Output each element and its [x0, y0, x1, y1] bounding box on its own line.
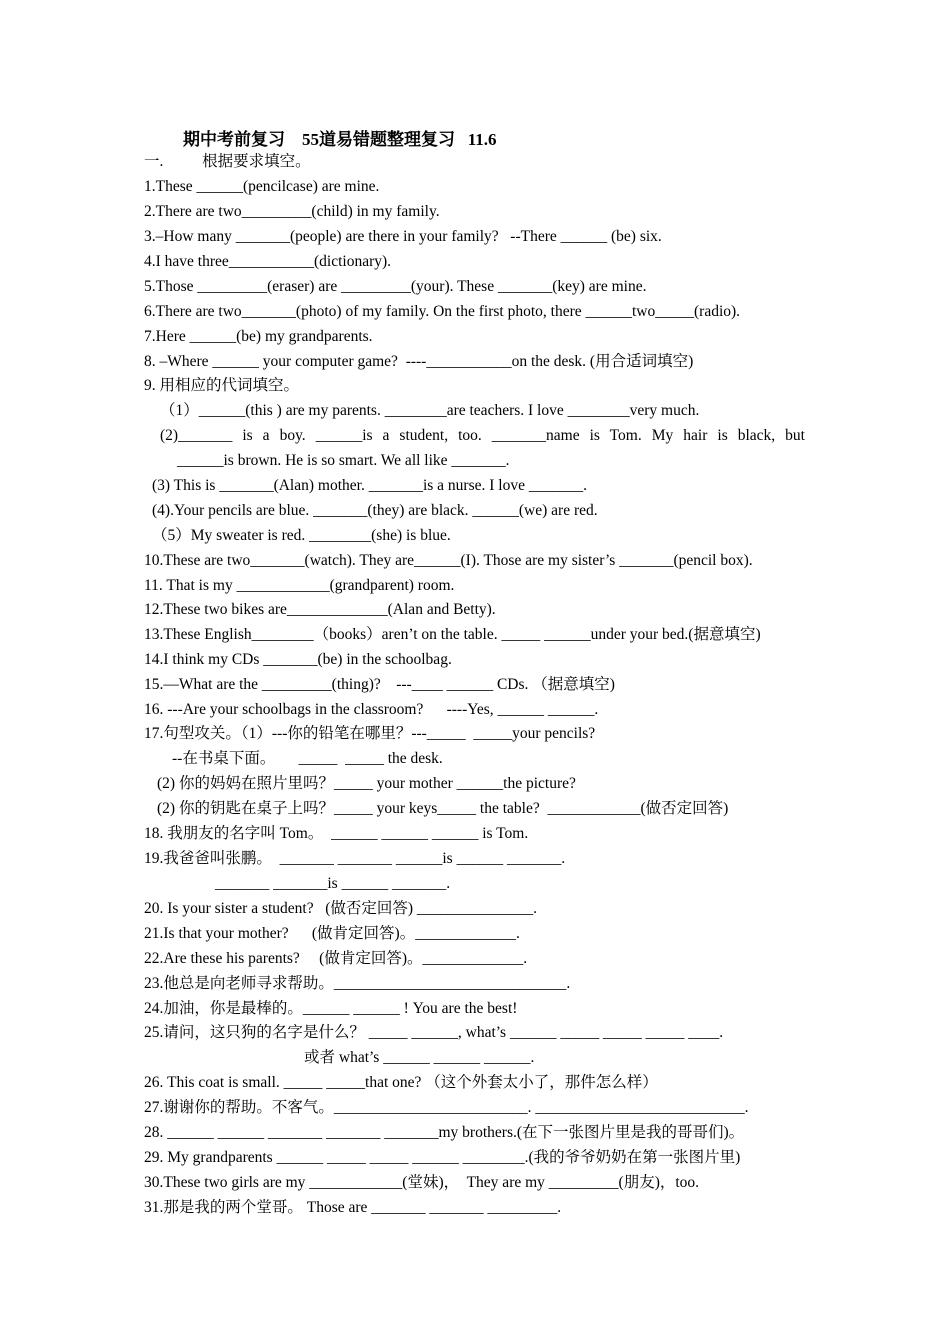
- question-line: 7.Here ______(be) my grandparents.: [144, 328, 373, 345]
- question-line: 5.Those _________(eraser) are _________(your). These _______(key) are mine.: [144, 278, 647, 295]
- question-line: (2) 你的钥匙在桌子上吗？_____ your keys_____ the table? ____________(做否定回答): [157, 800, 729, 817]
- question-line: 19.我爸爸叫张鹏。 _______ _______ ______is ______ _______.: [144, 850, 566, 867]
- question-line: （5）My sweater is red. ________(she) is blue.: [152, 527, 451, 544]
- question-line: 9. 用相应的代词填空。: [144, 377, 300, 394]
- question-line: (4).Your pencils are blue. _______(they) are black. ______(we) are red.: [152, 502, 598, 519]
- question-line: 26. This coat is small. _____ _____that one? （这个外套太小了，那件怎么样）: [144, 1074, 658, 1091]
- question-line: 12.These two bikes are_____________(Alan and Betty).: [144, 601, 496, 618]
- question-line: 6.There are two_______(photo) of my family. On the first photo, there ______two_____(radio).: [144, 303, 741, 320]
- question-line: (3) This is _______(Alan) mother. _______is a nurse. I love _______.: [152, 477, 587, 494]
- question-line: 2.There are two_________(child) in my family.: [144, 203, 440, 220]
- question-line: 3.–How many _______(people) are there in your family? --There ______ (be) six.: [144, 228, 662, 245]
- question-line: 24.加油，你是最棒的。______ ______ ! You are the best!: [144, 1000, 518, 1017]
- question-line: 31.那是我的两个堂哥。 Those are _______ _______ _________.: [144, 1199, 562, 1216]
- question-line: 4.I have three___________(dictionary).: [144, 253, 392, 270]
- question-line: 21.Is that your mother? (做肯定回答)。_____________.: [144, 925, 520, 942]
- question-line: 一. 根据要求填空。: [144, 153, 311, 170]
- question-line: 30.These two girls are my ____________(堂妹)， They are my _________(朋友)，too.: [144, 1174, 700, 1191]
- question-line: 15.—What are the _________(thing)? ---____ ______ CDs. （据意填空): [144, 676, 615, 693]
- question-line: （1）______(this ) are my parents. ________are teachers. I love ________very much.: [160, 402, 700, 419]
- question-line: ______is brown. He is so smart. We all like _______.: [177, 452, 510, 469]
- question-line: 8. –Where ______ your computer game? ----___________on the desk. (用合适词填空): [144, 353, 694, 370]
- question-line: 28. ______ ______ _______ _______ _______my brothers.(在下一张图片里是我的哥哥们)。: [144, 1124, 745, 1141]
- question-line: (2)_______ is a boy. ______is a student, too. _______name is Tom. My hair is black, but: [160, 427, 805, 444]
- question-line: 18. 我朋友的名字叫 Tom。 ______ ______ ______ is Tom.: [144, 825, 529, 842]
- question-line: 29. My grandparents ______ _____ _____ ______ ________.(我的爷爷奶奶在第一张图片里): [144, 1149, 741, 1166]
- worksheet-title: 期中考前复习 55道易错题整理复习 11.6: [183, 130, 497, 149]
- question-line: 1.These ______(pencilcase) are mine.: [144, 178, 380, 195]
- question-line: (2) 你的妈妈在照片里吗？_____ your mother ______the picture?: [157, 775, 576, 792]
- question-line: 16. ---Are your schoolbags in the classroom? ----Yes, ______ ______.: [144, 701, 599, 718]
- question-line: _______ _______is ______ _______.: [215, 875, 451, 892]
- question-line: 27.谢谢你的帮助。不客气。_________________________. ___________________________.: [144, 1099, 749, 1116]
- question-line: 20. Is your sister a student? (做否定回答) _______________.: [144, 900, 538, 917]
- question-line: 11. That is my ____________(grandparent) room.: [144, 577, 455, 594]
- question-line: 22.Are these his parents? (做肯定回答)。_____________.: [144, 950, 528, 967]
- question-line: 或者 what’s ______ ______ ______.: [304, 1049, 535, 1066]
- question-line: 13.These English________（books）aren’t on the table. _____ ______under your bed.(据意填空): [144, 626, 761, 643]
- question-line: 14.I think my CDs _______(be) in the schoolbag.: [144, 651, 452, 668]
- question-line: 10.These are two_______(watch). They are______(I). Those are my sister’s _______(pencil box).: [144, 552, 753, 569]
- question-line: 17.句型攻关。（1）---你的铅笔在哪里？---_____ _____your pencils?: [144, 725, 596, 742]
- question-line: 25.请问，这只狗的名字是什么？ _____ ______, what’s ______ _____ _____ _____ ____.: [144, 1024, 724, 1041]
- question-line: 23.他总是向老师寻求帮助。______________________________.: [144, 975, 571, 992]
- question-line: --在书桌下面。 _____ _____ the desk.: [172, 750, 443, 767]
